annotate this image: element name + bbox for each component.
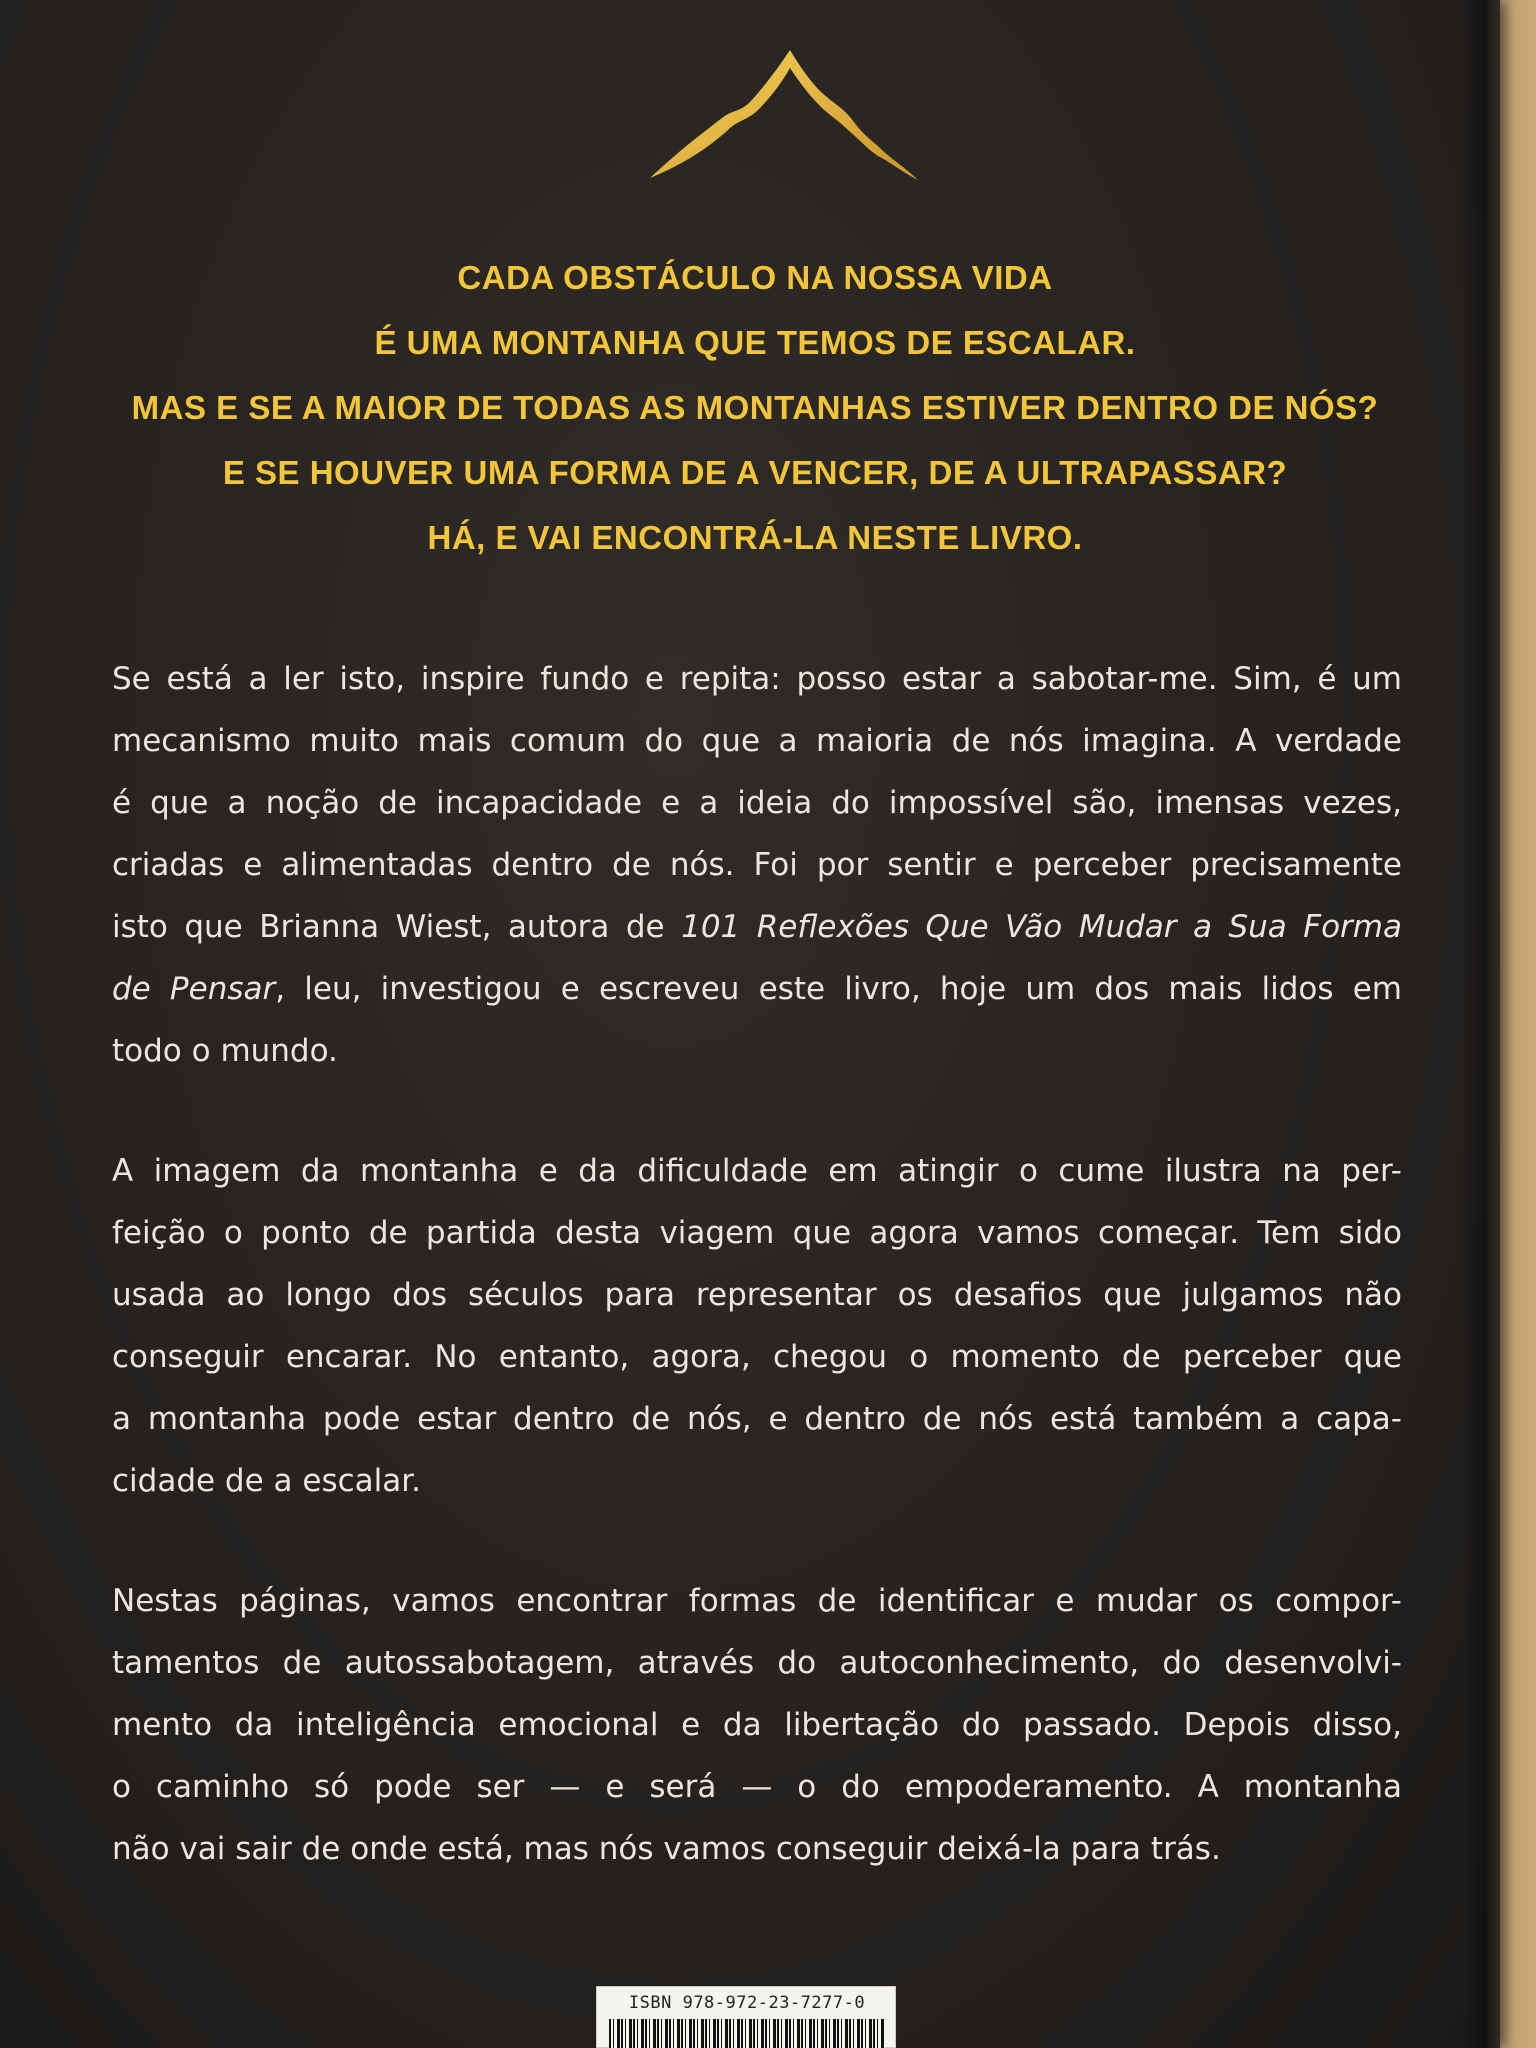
paragraph-line: todo o mundo.	[112, 1033, 338, 1069]
paragraph-line: cidade de a escalar.	[112, 1463, 422, 1499]
cover-spine-edge	[1462, 0, 1500, 2048]
paragraph-line: criadas e alimentadas dentro de nós. Foi por sentir e perceber precisamente	[112, 847, 1402, 883]
paragraph-line: conseguir encarar. No entanto, agora, chegou o momento de perceber que	[112, 1339, 1402, 1375]
paragraph-line: é que a noção de incapacidade e a ideia do impossível são, imensas vezes,	[112, 785, 1402, 821]
book-title-italic: 101 Reflexões Que Vão Mudar a Sua Forma	[681, 909, 1402, 945]
paragraph-line: não vai sair de onde está, mas nós vamos conseguir deixá-la para trás.	[112, 1831, 1221, 1867]
tagline-line: MAS E SE A MAIOR DE TODAS AS MONTANHAS ESTIVER DENTRO DE NÓS?	[131, 389, 1379, 426]
tagline	[90, 245, 1420, 570]
mountain-peak-icon	[640, 40, 940, 210]
paragraph-line	[112, 958, 1402, 1020]
paragraph-line: usada ao longo dos séculos para representar os desafios que julgamos não	[112, 1277, 1402, 1313]
synopsis-paragraph	[112, 1570, 1402, 1880]
isbn-barcode-label	[596, 1986, 896, 2048]
paragraph-line: mento da inteligência emocional e da libertação do passado. Depois disso,	[112, 1707, 1402, 1743]
tagline-line: HÁ, E VAI ENCONTRÁ-LA NESTE LIVRO.	[427, 519, 1083, 556]
paragraph-line: a montanha pode estar dentro de nós, e dentro de nós está também a capa-	[112, 1401, 1402, 1437]
paragraph-line: feição o ponto de partida desta viagem que agora vamos começar. Tem sido	[112, 1215, 1402, 1251]
synopsis-paragraph	[112, 648, 1402, 1082]
isbn-number: ISBN 978-972-23-7277-0	[628, 1993, 866, 2013]
tagline-line: E SE HOUVER UMA FORMA DE A VENCER, DE A ULTRAPASSAR?	[222, 454, 1288, 491]
line-text: , leu, investigou e escreveu este livro, hoje um dos mais lidos em	[275, 971, 1402, 1007]
synopsis	[112, 648, 1402, 1938]
paragraph-line: o caminho só pode ser — e será — o do empoderamento. A montanha	[112, 1769, 1402, 1805]
tagline-line: CADA OBSTÁCULO NA NOSSA VIDA	[457, 259, 1053, 296]
synopsis-paragraph	[112, 1140, 1402, 1512]
paragraph-line	[112, 896, 1402, 958]
paragraph-line: Nestas páginas, vamos encontrar formas de identificar e mudar os compor-	[112, 1583, 1402, 1619]
paragraph-line: mecanismo muito mais comum do que a maioria de nós imagina. A verdade	[112, 723, 1402, 759]
book-title-italic: de Pensar	[112, 971, 276, 1007]
tagline-line: É UMA MONTANHA QUE TEMOS DE ESCALAR.	[374, 324, 1136, 361]
paragraph-line: Se está a ler isto, inspire fundo e repita: posso estar a sabotar-me. Sim, é um	[112, 661, 1402, 697]
paragraph-line: tamentos de autossabotagem, através do autoconhecimento, do desenvolvi-	[112, 1645, 1402, 1681]
paragraph-line: A imagem da montanha e da dificuldade em atingir o cume ilustra na per-	[112, 1153, 1402, 1189]
barcode-icon	[609, 2019, 885, 2048]
line-text: isto que Brianna Wiest, autora de	[112, 909, 682, 945]
